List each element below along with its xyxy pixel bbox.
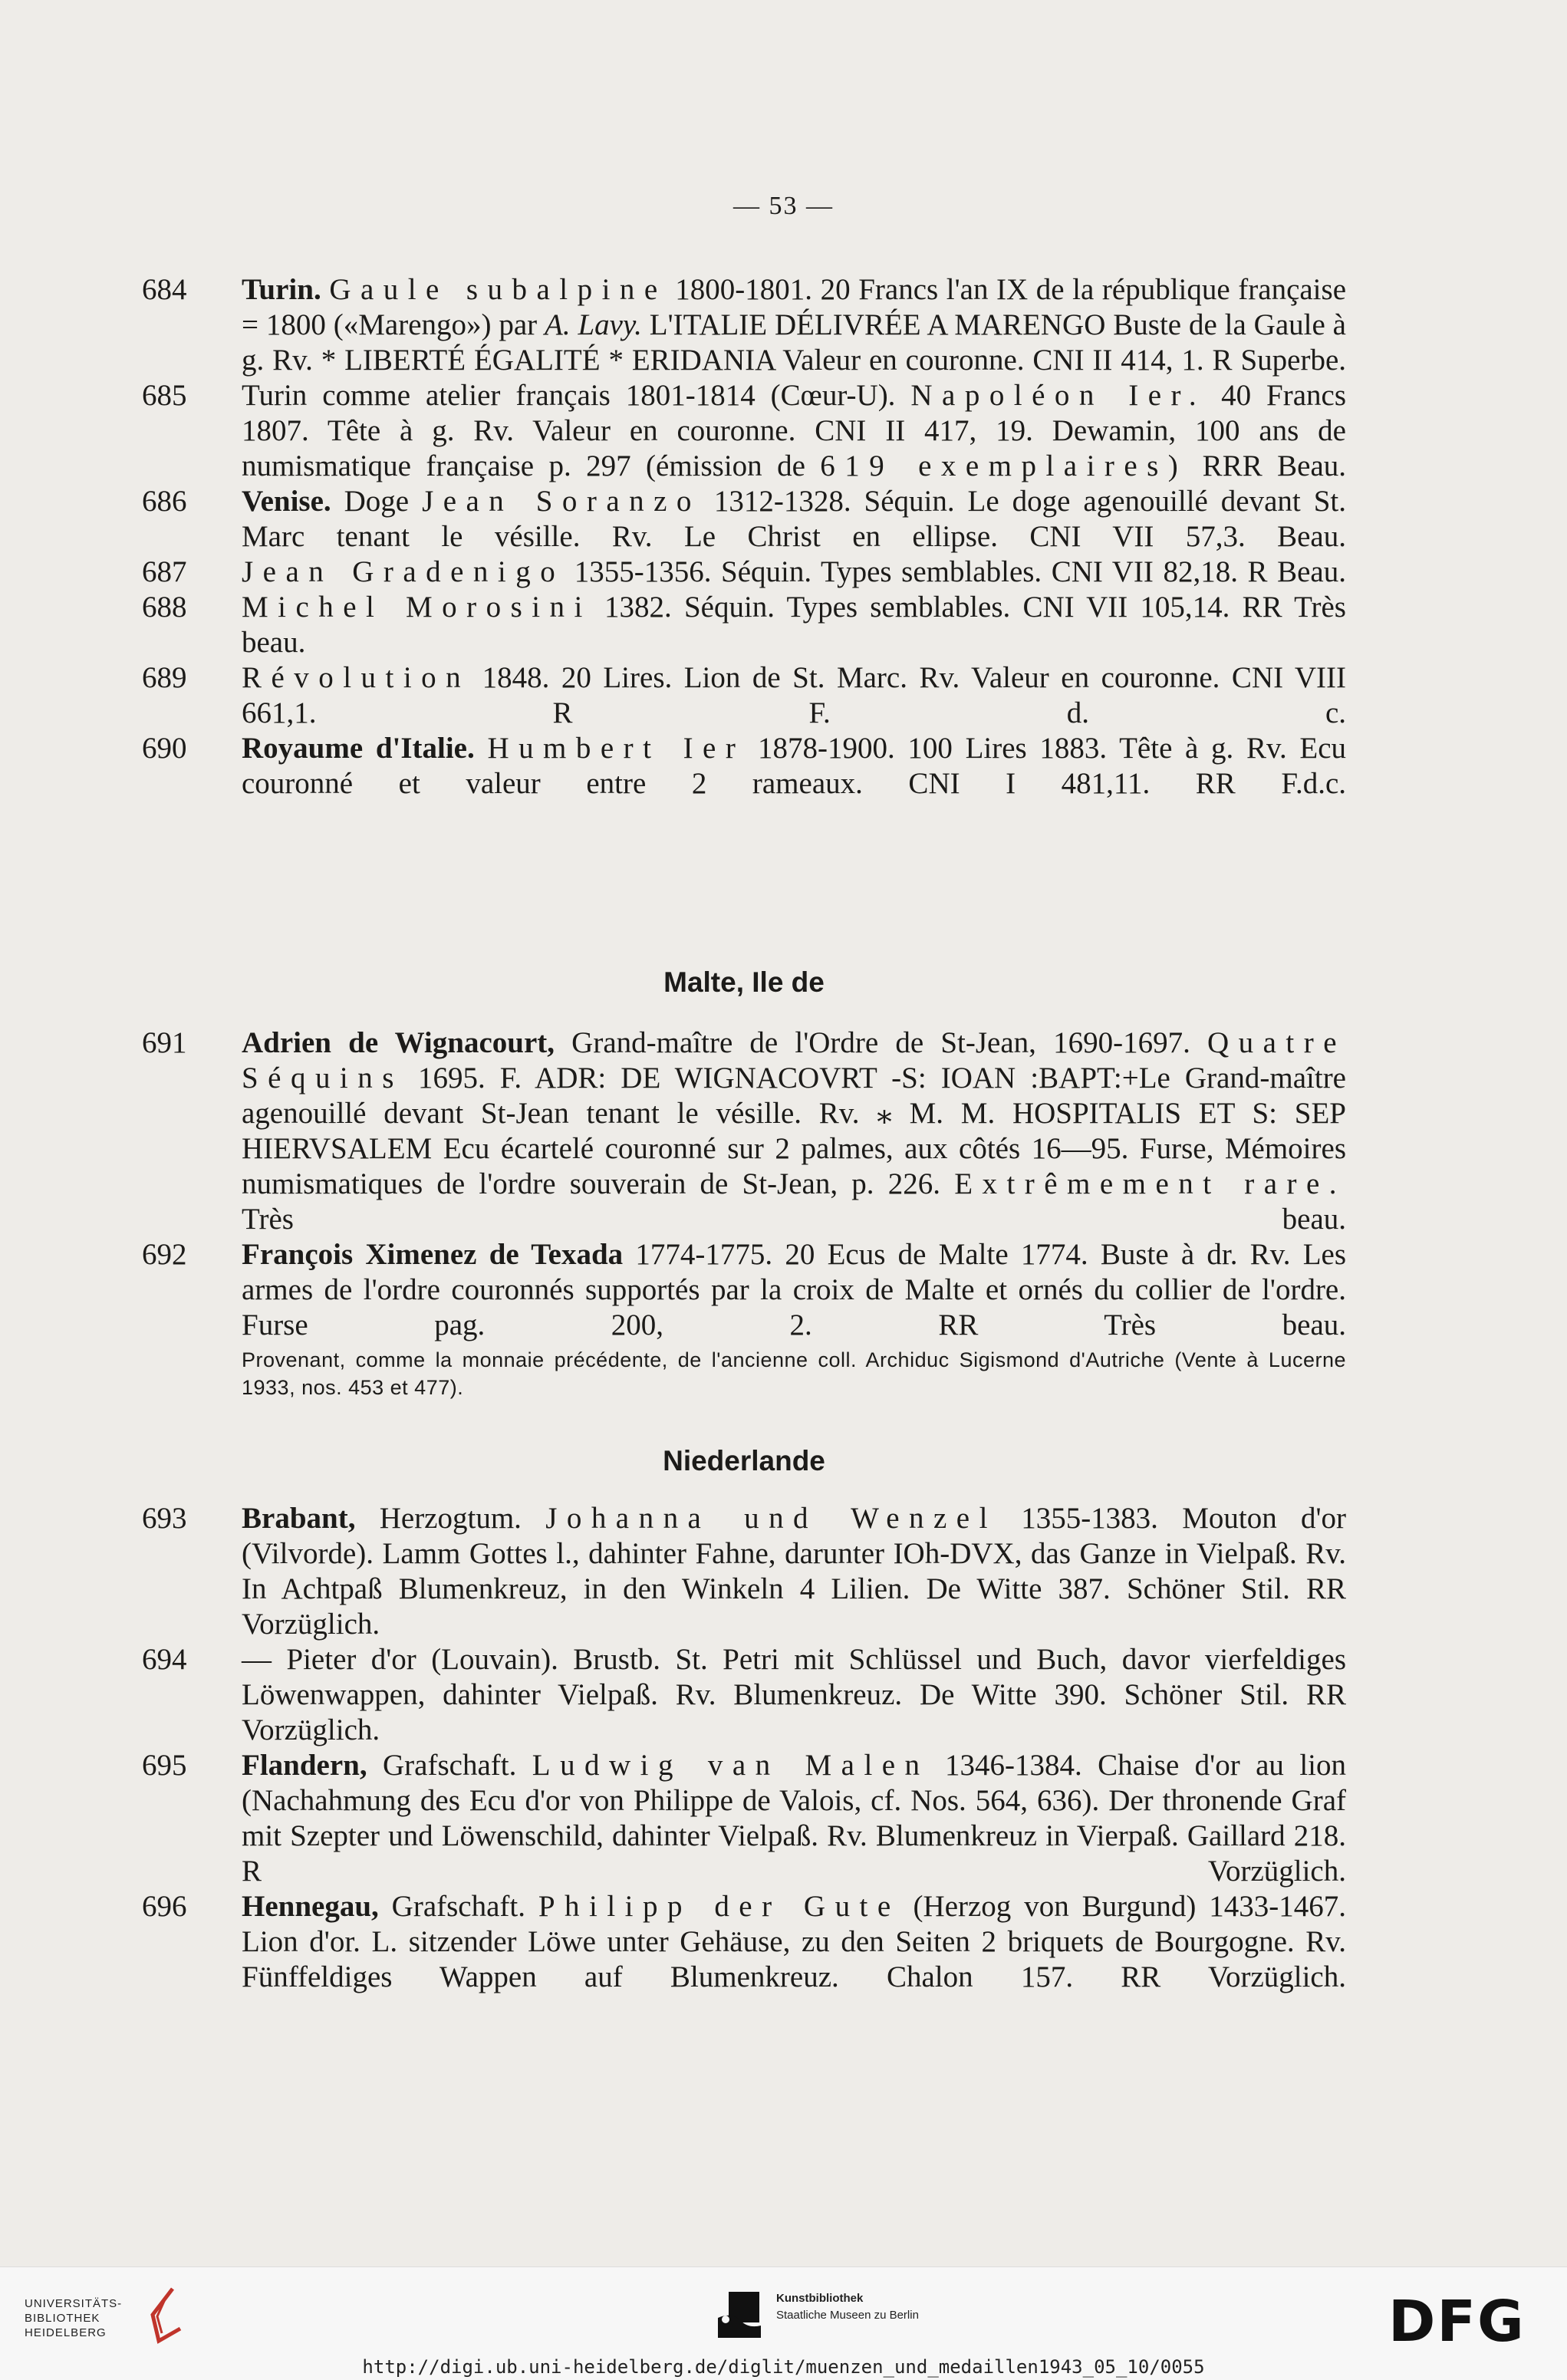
- entry-text-segment: 1355-1383. Mouton d'or (Vilvorde). Lamm Gottes l., dahinter Fahne, darunter IOh-DVX, das Ganze in Vielpaß. Rv. In Achtpaß Blumenkreuz, in den Winkeln 4 Lilien. De Witte 387. Schöner Stil. RR: [242, 1502, 1346, 1605]
- university-emblem-icon: [142, 2284, 188, 2345]
- kunstbibliothek-subtitle: Staatliche Museen zu Berlin: [776, 2309, 919, 2322]
- entry-number: 690: [142, 732, 187, 765]
- entry-text-segment: Ludwig van Malen: [532, 1749, 930, 1782]
- entry-grade: Beau.: [1277, 520, 1346, 553]
- entry-description: [242, 590, 1346, 660]
- entry-text-segment: [475, 732, 488, 765]
- entry-text-segment: Flandern,: [242, 1749, 367, 1782]
- entry-text-segment: Extrêmement rare.: [954, 1167, 1346, 1200]
- entry-number: 691: [142, 1026, 187, 1059]
- entry-text-segment: Turin comme atelier français 1801-1814 (Cœur-U).: [242, 379, 911, 412]
- entry-text-segment: Royaume d'Italie.: [242, 732, 475, 765]
- entry-text-segment: 1848. 20 Lires. Lion de St. Marc. Rv. Valeur en couronne. CNI VIII 661,1. R: [242, 661, 1346, 729]
- entry-text-segment: Adrien de Wignacourt,: [242, 1026, 555, 1059]
- entry-text-segment: (Herzog von Burgund) 1433-1467. Lion d'or. L. sitzender Löwe unter Gehäuse, zu den Seiten 2 briquets de Bourgogne. Rv. Fünffeldiges Wappen auf Blumenkreuz. Chalon 157. RR: [242, 1890, 1346, 1993]
- entry-text-segment: Jean Soranzo: [422, 485, 701, 518]
- catalog-entry: [142, 1237, 1346, 1343]
- entries-italy: [142, 272, 1346, 802]
- section-heading-niederlande: Niederlande: [663, 1445, 825, 1476]
- entry-number: 686: [142, 485, 187, 518]
- catalog-entry: [142, 1025, 1346, 1237]
- entries-netherlands: [142, 1501, 1346, 1995]
- entry-text-segment: 1312-1328. Séquin. Le doge agenouillé devant St. Marc tenant le vésille. Rv. Le Christ en ellipse. CNI VII 57,3.: [242, 485, 1346, 553]
- university-line: HEIDELBERG: [25, 2326, 107, 2339]
- kunstbibliothek-title: Kunstbibliothek: [776, 2292, 864, 2305]
- kunstbibliothek-emblem-icon: [718, 2292, 761, 2338]
- entry-number: 693: [142, 1502, 187, 1535]
- entry-description: [242, 1748, 1346, 1889]
- entry-grade: Beau.: [1277, 449, 1347, 482]
- entry-text-segment: Doge: [331, 485, 423, 518]
- entry-text-segment: RRR: [1187, 449, 1262, 482]
- entry-number: 696: [142, 1890, 187, 1923]
- entry-text-segment: Hennegau,: [242, 1890, 379, 1923]
- provenance-note: [142, 1346, 1346, 1401]
- catalog-entry: [142, 555, 1346, 590]
- catalog-entry: [142, 1642, 1346, 1748]
- entry-text-segment: 1346-1384. Chaise d'or au lion (Nachahmung des Ecu d'or von Philippe de Valois, cf. Nos. 564, 636). Der thronende Graf mit Szepter und Löwenschild, dahinter Vielpaß. Rv. Blumenkreuz in Vierpaß. Gaillard 218. R: [242, 1749, 1346, 1888]
- entry-text-segment: Brabant,: [242, 1502, 356, 1535]
- entry-description: [242, 272, 1346, 378]
- entry-text-segment: Michel Morosini: [242, 591, 592, 624]
- entry-description: [242, 555, 1346, 590]
- entry-description: [242, 1642, 1346, 1748]
- entry-text-segment: 1800-1801. 20 Francs l'an IX de la république française = 1800 («Marengo») par: [242, 273, 1347, 341]
- section-heading-malte: Malte, Ile de: [663, 966, 825, 998]
- catalog-entry: [142, 731, 1346, 802]
- note-text: Provenant, comme la monnaie précédente, de l'ancienne coll. Archiduc Sigismond d'Autriche (Vente à Lucerne 1933, nos. 453 et 477).: [242, 1348, 1346, 1399]
- entry-text-segment: Johanna und Wenzel: [545, 1502, 997, 1535]
- entry-text-segment: Grafschaft.: [378, 1890, 538, 1923]
- entry-text-segment: Révolution: [242, 661, 471, 694]
- entry-grade: Vorzüglich.: [242, 1713, 380, 1746]
- entries-malta: [142, 1025, 1346, 1343]
- entry-number: 688: [142, 591, 187, 624]
- digitization-footer: [0, 2266, 1567, 2380]
- entry-number: 685: [142, 379, 187, 412]
- catalog-entry: [142, 484, 1346, 555]
- entry-grade: Beau.: [1277, 555, 1346, 588]
- entry-text-segment: Jean Gradenigo: [242, 555, 565, 588]
- entry-text-segment: Humbert Ier: [487, 732, 746, 765]
- catalog-entry: [142, 1748, 1346, 1889]
- entry-grade: Superbe.: [1240, 344, 1347, 377]
- entry-text-segment: 619 exemplaires): [820, 449, 1188, 482]
- entry-grade: Très beau.: [1104, 1309, 1347, 1341]
- entry-text-segment: Venise.: [242, 485, 331, 518]
- entry-grade: Très beau.: [242, 591, 1346, 659]
- entry-text-segment: Gaule subalpine: [329, 273, 667, 306]
- entry-text-segment: 1355-1356. Séquin. Types semblables. CNI VII 82,18. R: [565, 555, 1268, 588]
- entry-text-segment: — Pieter d'or (Louvain). Brustb. St. Petri mit Schlüssel und Buch, davor vierfeldiges Löwenwappen, dahinter Vielpaß. Rv. Blumenkreuz. De Witte 390. Schöner Stil. RR: [242, 1643, 1346, 1711]
- university-library-logo[interactable]: [25, 2296, 122, 2340]
- entry-text-segment: François Ximenez de Texada: [242, 1238, 624, 1271]
- entry-description: [242, 731, 1346, 802]
- entry-text-segment: Grafschaft.: [367, 1749, 532, 1782]
- page-number: — 53 —: [733, 192, 834, 220]
- entry-text-segment: 1774-1775. 20 Ecus de Malte 1774. Buste à dr. Rv. Les armes de l'ordre couronnés supportés par la croix de Malte et ornés du collier de l'ordre. Furse pag. 200, 2. RR: [242, 1238, 1346, 1341]
- entry-text-segment: 40 Francs 1807. Tête à g. Rv. Valeur en couronne. CNI II 417, 19. Dewamin, 100 ans de numismatique française p. 297 (émission de: [242, 379, 1346, 482]
- entry-description: [242, 1025, 1346, 1237]
- entry-description: [242, 660, 1346, 731]
- entry-number: 687: [142, 555, 187, 588]
- entry-text-segment: Philipp der Gute: [538, 1890, 900, 1923]
- entry-number: 695: [142, 1749, 187, 1782]
- catalog-entry: [142, 272, 1346, 378]
- catalog-entry: [142, 1501, 1346, 1642]
- source-url-link[interactable]: http://digi.ub.uni-heidelberg.de/diglit/muenzen_und_medaillen1943_05_10/0055: [362, 2356, 1205, 2378]
- entry-text-segment: A. Lavy.: [545, 308, 642, 341]
- entry-grade: F.d.c.: [1281, 767, 1347, 800]
- entry-number: 684: [142, 273, 187, 306]
- entry-grade: F. d. c.: [808, 696, 1347, 729]
- entry-text-segment: 1382. Séquin. Types semblables. CNI VII 105,14. RR: [591, 591, 1282, 624]
- catalog-entry: [142, 590, 1346, 660]
- entry-grade: Vorzüglich.: [242, 1608, 380, 1641]
- university-line: UNIVERSITÄTS-: [25, 2297, 123, 2310]
- entry-description: [242, 1237, 1346, 1343]
- catalog-entry: [142, 660, 1346, 731]
- entry-grade: Vorzüglich.: [1207, 1960, 1346, 1993]
- entry-grade: Très beau.: [242, 1203, 1346, 1236]
- entry-grade: Vorzüglich.: [1207, 1855, 1346, 1888]
- entry-text-segment: Herzogtum.: [355, 1502, 546, 1535]
- entry-text-segment: L'ITALIE DÉLIVRÉE A MARENGO Buste de la Gaule à g. Rv. * LIBERTÉ ÉGALITÉ * ERIDANIA Valeur en couronne. CNI II 414, 1. R: [242, 308, 1346, 377]
- entry-text-segment: Quatre Séquins: [242, 1026, 1346, 1095]
- entry-text-segment: Napoléon Ier.: [910, 379, 1207, 412]
- entry-text-segment: Turin.: [242, 273, 321, 306]
- entry-text-segment: Grand-maître de l'Ordre de St-Jean, 1690-1697.: [555, 1026, 1207, 1059]
- catalog-entry: [142, 378, 1346, 484]
- entry-description: [242, 484, 1346, 555]
- entry-number: 692: [142, 1238, 187, 1271]
- entry-text-segment: 1878-1900. 100 Lires 1883. Tête à g. Rv. Ecu couronné et valeur entre 2 rameaux. CNI I 481,11. RR: [242, 732, 1346, 800]
- entry-number: 689: [142, 661, 187, 694]
- entry-description: [242, 1889, 1346, 1995]
- entry-text-segment: [321, 273, 330, 306]
- entry-text-segment: 1695. F. ADR: DE WIGNACOVRT -S: IOAN :BAPT:+Le Grand-maître agenouillé devant St-Jean tenant le vésille. Rv. ⁎ M. M. HOSPITALIS ET S: SEP HIERVSALEM Ecu écartelé couronné sur 2 palmes, aux côtés 16—95. Furse, Mémoires numismatiques de l'ordre souverain de St-Jean, p. 226.: [242, 1062, 1346, 1200]
- entry-description: [242, 378, 1346, 484]
- catalog-entry: [142, 1889, 1346, 1995]
- entry-description: [242, 1501, 1346, 1642]
- entry-number: 694: [142, 1643, 187, 1676]
- dfg-logo[interactable]: DFG: [1388, 2289, 1526, 2355]
- university-line: BIBLIOTHEK: [25, 2312, 100, 2325]
